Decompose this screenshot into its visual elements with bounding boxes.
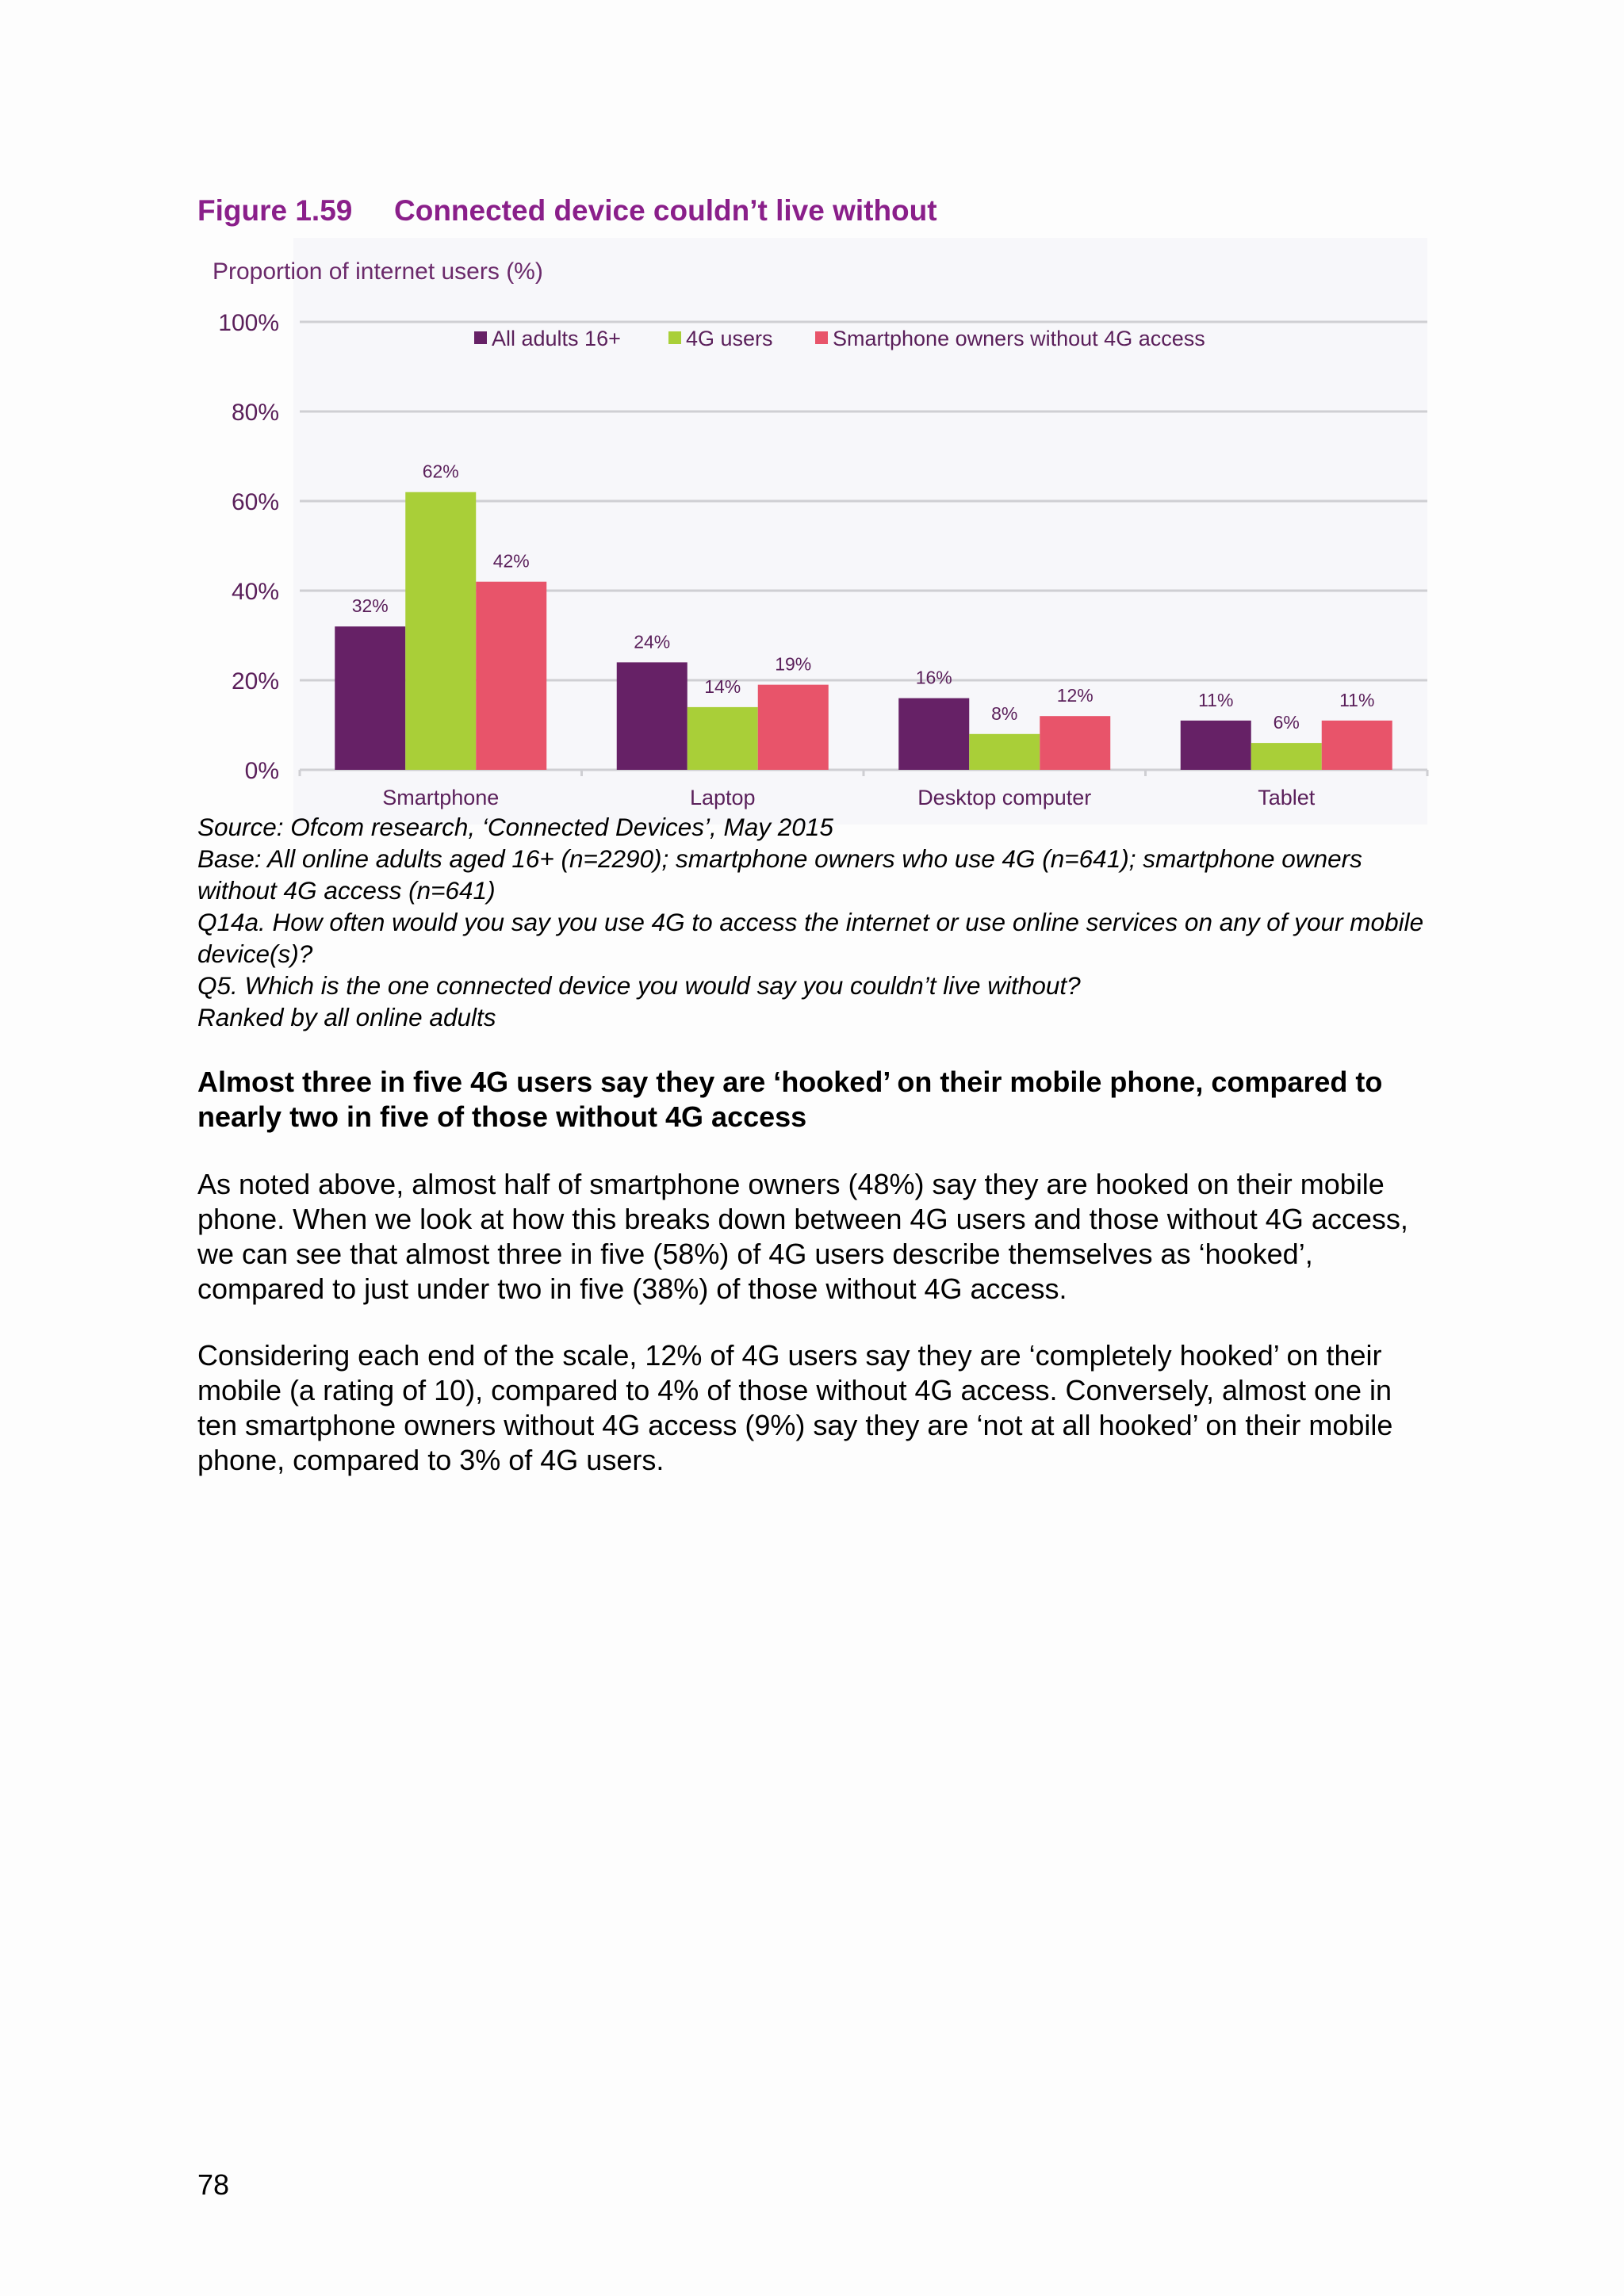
x-tick-label: Tablet [1258, 786, 1316, 809]
page-number: 78 [197, 2168, 230, 2201]
y-tick-label: 60% [231, 489, 279, 515]
y-tick-label: 0% [244, 758, 279, 784]
y-tick-label: 80% [231, 400, 279, 426]
bar [898, 698, 969, 770]
bar-value-label: 24% [634, 631, 671, 652]
bar-value-label: 8% [991, 702, 1018, 724]
body-paragraph-2: Considering each end of the scale, 12% of 4G users say they are ‘completely hooked’ on their mobile (a rating of 10), compared to 4% of those without 4G access. Conversely, almost one in ten smartphone owners without 4G access (9%) say they are ‘not at all hooked’ on their mobile phone, compared to 3% of 4G users. [197, 1339, 1393, 1476]
body-paragraph-1: As noted above, almost half of smartphone owners (48%) say they are hooked on their mobile phone. When we look at how this breaks down between 4G users and those without 4G access, we can see that almost three in five (58%) of 4G users describe themselves as ‘hooked’, compared to just under two in five (38%) of those without 4G access. [197, 1168, 1408, 1305]
bar-value-label: 42% [492, 550, 530, 572]
bar [335, 626, 405, 770]
figure-notes [197, 811, 1434, 1033]
figure-caption: Connected device couldn’t live without [394, 194, 937, 227]
legend-swatch [668, 331, 681, 344]
y-axis-label: Proportion of internet users (%) [213, 258, 543, 285]
ranked-note: Ranked by all online adults [197, 1003, 496, 1031]
bar [1040, 716, 1110, 770]
source-note: Source: Ofcom research, ‘Connected Devices’, May 2015 [197, 813, 833, 841]
bar-value-label: 14% [704, 675, 741, 697]
question-q14a: Q14a. How often would you say you use 4G to access the internet or use online services on any of your mobile device(s)? [197, 908, 1424, 968]
legend-label: All adults 16+ [492, 327, 621, 350]
bar [405, 492, 476, 770]
y-tick-label: 40% [231, 579, 279, 605]
legend-swatch [474, 331, 487, 344]
bar [476, 582, 546, 770]
y-tick-label: 100% [218, 310, 279, 336]
legend-label: 4G users [686, 327, 773, 350]
bar-value-label: 11% [1339, 689, 1375, 710]
y-tick-label: 20% [231, 668, 279, 695]
bar-value-label: 19% [775, 653, 812, 675]
bar-value-label: 11% [1198, 689, 1234, 710]
bar [688, 707, 758, 770]
bar [1251, 743, 1322, 770]
bar-value-label: 62% [422, 461, 459, 482]
bar [758, 685, 829, 770]
x-tick-label: Smartphone [382, 786, 500, 809]
legend-swatch [815, 331, 828, 344]
x-tick-label: Laptop [689, 786, 756, 809]
base-note: Base: All online adults aged 16+ (n=2290); smartphone owners who use 4G (n=641); smartphone owners without 4G access (n=641) [197, 844, 1362, 905]
legend-label: Smartphone owners without 4G access [833, 327, 1205, 350]
bar-value-label: 16% [915, 667, 952, 688]
bar [617, 662, 688, 770]
bar [1322, 721, 1392, 770]
question-q5: Q5. Which is the one connected device you would say you couldn’t live without? [197, 971, 1081, 1000]
section-heading: Almost three in five 4G users say they are ‘hooked’ on their mobile phone, compared to nearly two in five of those without 4G access [197, 1066, 1383, 1133]
bar [969, 734, 1040, 770]
bar-chart [0, 0, 1624, 825]
bar-value-label: 32% [351, 595, 389, 617]
bar [1181, 721, 1251, 770]
figure-number: Figure 1.59 [197, 194, 353, 227]
bar-value-label: 12% [1056, 685, 1094, 706]
x-tick-label: Desktop computer [917, 786, 1092, 809]
bar-value-label: 6% [1273, 712, 1300, 733]
